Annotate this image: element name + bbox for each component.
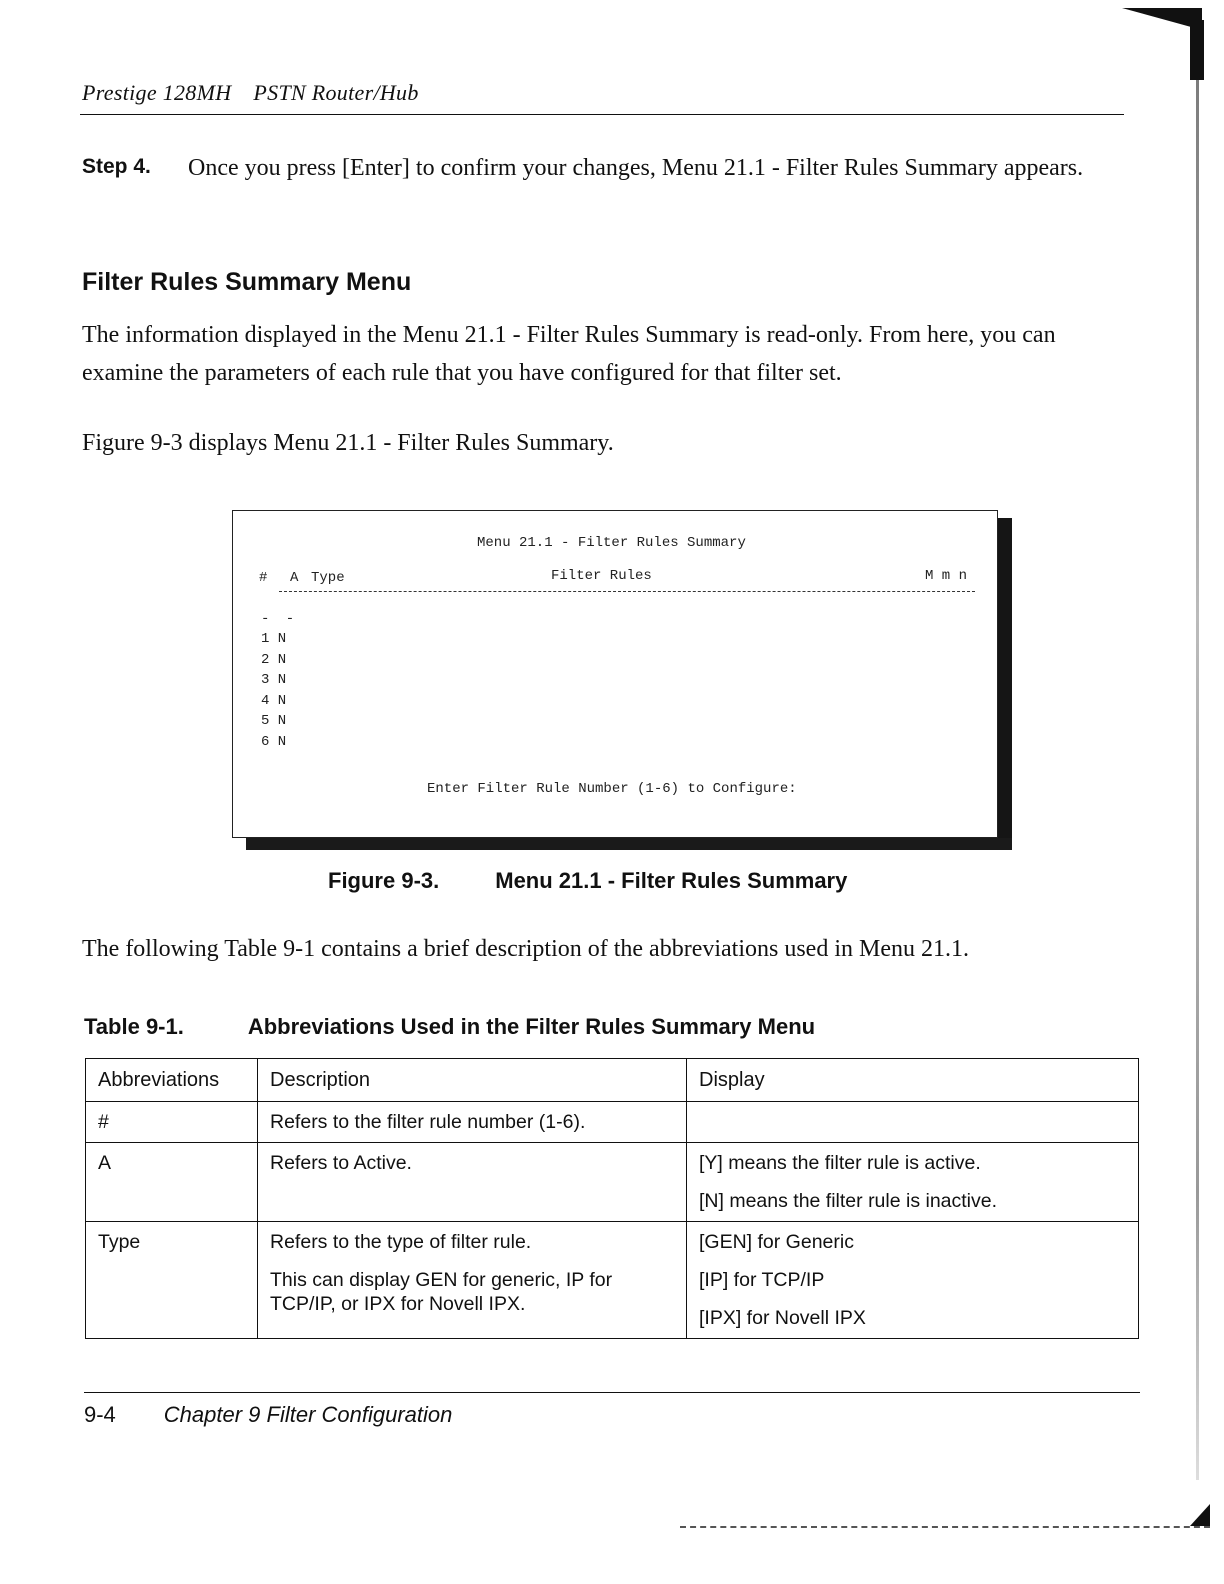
- description-line: Refers to the filter rule number (1-6).: [270, 1111, 586, 1133]
- terminal-prompt: Enter Filter Rule Number (1-6) to Configure:: [427, 781, 797, 797]
- chapter-title: Chapter 9 Filter Configuration: [163, 1402, 453, 1427]
- terminal-shadow-bottom: [246, 838, 1012, 850]
- terminal-dash-row: - -: [261, 611, 299, 627]
- description-line: Refers to the type of filter rule.: [270, 1231, 532, 1253]
- header-abbreviations: Abbreviations: [86, 1059, 258, 1102]
- header-product: Prestige 128MH: [82, 80, 232, 105]
- scan-edge: [1196, 40, 1199, 1480]
- description-line: This can display GEN for generic, IP for TCP/IP, or IPX for Novell IPX.: [270, 1269, 613, 1315]
- header-description: Description: [258, 1059, 687, 1102]
- figure-caption: [328, 868, 847, 894]
- cell-abbr: #: [86, 1102, 258, 1143]
- cell-abbr: A: [86, 1143, 258, 1222]
- cell-abbr: Type: [86, 1222, 258, 1339]
- section-heading: Filter Rules Summary Menu: [82, 268, 412, 296]
- cell-description: [258, 1143, 687, 1222]
- table-row: [86, 1222, 1139, 1339]
- terminal-col-number: #: [259, 570, 268, 586]
- terminal-separator: [279, 591, 975, 592]
- table-title: Abbreviations Used in the Filter Rules Summary Menu: [247, 1014, 816, 1039]
- display-line: [Y] means the filter rule is active.: [699, 1152, 981, 1174]
- figure-reference-paragraph: Figure 9-3 displays Menu 21.1 - Filter Rules Summary.: [82, 430, 614, 456]
- header-subtitle: PSTN Router/Hub: [253, 80, 419, 105]
- intro-paragraph: The information displayed in the Menu 21.1 - Filter Rules Summary is read-only. From here, you can examine the parameters of each rule that you have configured for that filter set.: [82, 322, 1056, 386]
- terminal-col-active: A: [290, 570, 299, 586]
- scan-bottom-line: [680, 1526, 1210, 1528]
- terminal-col-mmn: M m n: [925, 568, 968, 584]
- terminal-col-type: Type: [311, 570, 345, 586]
- running-footer: [84, 1402, 452, 1428]
- table-caption: [84, 1014, 815, 1040]
- scan-corner-bar: [1190, 20, 1204, 80]
- terminal-screen: [232, 510, 998, 838]
- display-line: [IPX] for Novell IPX: [699, 1307, 866, 1329]
- running-header: [82, 80, 419, 106]
- cell-display: [687, 1102, 1139, 1143]
- terminal-col-filter-rules: Filter Rules: [551, 568, 652, 584]
- page-number: 9-4: [84, 1402, 116, 1427]
- terminal-shadow-right: [998, 518, 1012, 848]
- step-label: Step 4.: [82, 155, 151, 178]
- cell-display: [687, 1222, 1139, 1339]
- abbreviations-table: [85, 1058, 1139, 1339]
- terminal-title: Menu 21.1 - Filter Rules Summary: [477, 535, 746, 551]
- cell-description: [258, 1102, 687, 1143]
- header-rule: [80, 114, 1124, 115]
- table-number: Table 9-1.: [84, 1014, 184, 1039]
- display-line: [IP] for TCP/IP: [699, 1269, 825, 1291]
- description-line: Refers to Active.: [270, 1152, 412, 1174]
- table-row: [86, 1143, 1139, 1222]
- table-header-row: [86, 1059, 1139, 1102]
- figure-number: Figure 9-3.: [328, 868, 440, 893]
- display-line: [N] means the filter rule is inactive.: [699, 1190, 998, 1212]
- cell-display: [687, 1143, 1139, 1222]
- header-display: Display: [687, 1059, 1139, 1102]
- footer-rule: [84, 1392, 1140, 1393]
- terminal-rule-rows: 1 N 2 N 3 N 4 N 5 N 6 N: [261, 631, 287, 750]
- figure-title: Menu 21.1 - Filter Rules Summary: [495, 868, 848, 893]
- cell-description: [258, 1222, 687, 1339]
- scan-bottom-mark: [1190, 1504, 1210, 1526]
- display-line: [GEN] for Generic: [699, 1231, 854, 1253]
- table-intro-paragraph: The following Table 9-1 contains a brief description of the abbreviations used in Menu 21.1.: [82, 936, 969, 962]
- step-text: Once you press [Enter] to confirm your changes, Menu 21.1 - Filter Rules Summary appears.: [188, 155, 1084, 181]
- table-row: [86, 1102, 1139, 1143]
